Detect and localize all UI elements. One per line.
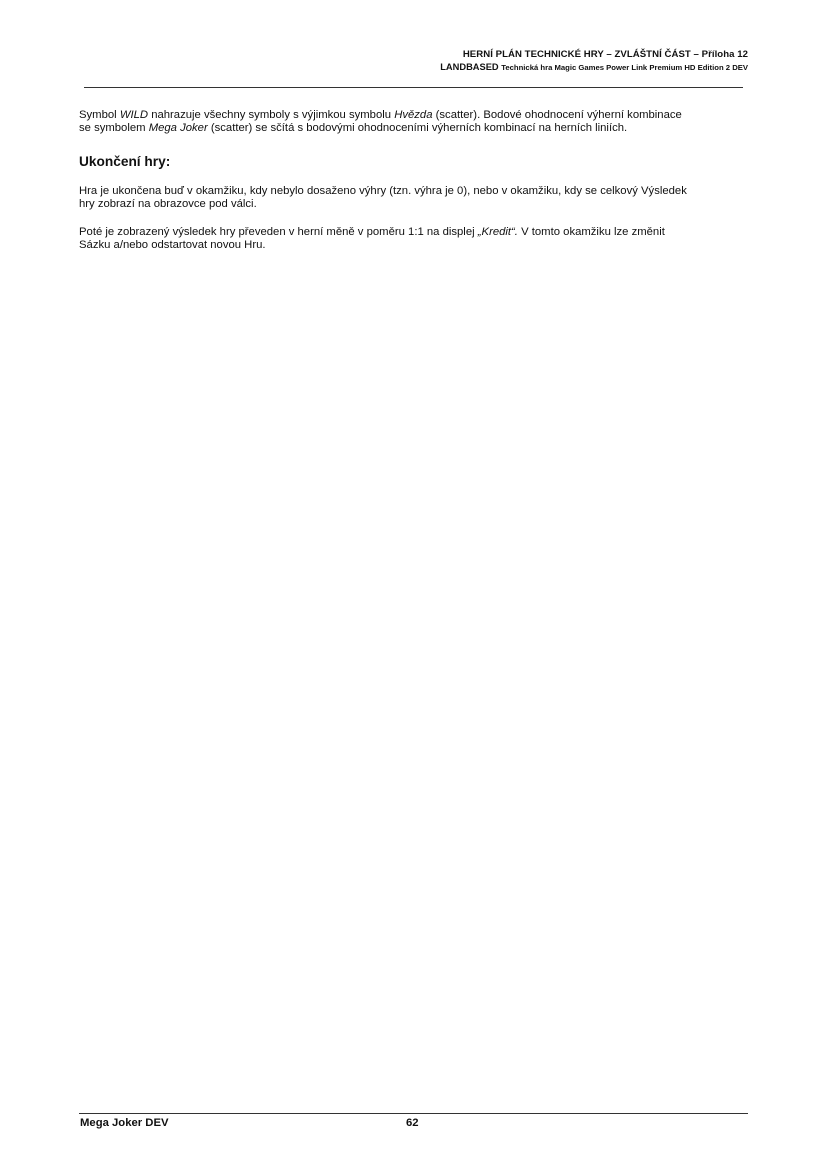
paragraph-game-end: [79, 185, 751, 211]
text-run: se symbolem: [79, 122, 149, 134]
footer-divider: [79, 1113, 748, 1114]
section-heading: Ukončení hry:: [79, 154, 171, 169]
italic-wild: WILD: [119, 109, 149, 121]
paragraph-credit: [79, 226, 751, 252]
page-header: [440, 49, 748, 74]
header-game-name: Technická hra Magic Games Power Link Premium HD Edition 2 DEV: [501, 63, 748, 72]
text-run: (scatter). Bodové ohodnocení výherní kombinace: [432, 109, 682, 121]
italic-hvezda: Hvězda: [394, 109, 433, 121]
page-number: 62: [406, 1117, 419, 1129]
footer-title: Mega Joker DEV: [80, 1117, 169, 1129]
header-divider: [84, 87, 743, 88]
italic-mega-joker: Mega Joker: [148, 122, 208, 134]
paragraph-wild-symbol: [79, 109, 751, 135]
text-run: nahrazuje všechny symboly s výjimkou symbolu: [148, 109, 395, 121]
italic-kredit: „Kredit“.: [477, 226, 518, 238]
text-run: Sázku a/nebo odstartovat novou Hru.: [79, 239, 266, 251]
text-run: Symbol: [79, 109, 120, 121]
header-landbased: LANDBASED: [440, 62, 499, 72]
text-run: (scatter) se sčítá s bodovými ohodnoceními výherních kombinací na herních liniích.: [207, 122, 628, 134]
header-title: HERNÍ PLÁN TECHNICKÉ HRY – ZVLÁŠTNÍ ČÁST – Příloha 12: [462, 49, 748, 60]
text-run: Hra je ukončena buď v okamžiku, kdy nebylo dosaženo výhry (tzn. výhra je 0), nebo v okamžiku, kdy se celkový Výsledek: [79, 185, 687, 197]
text-run: hry zobrazí na obrazovce pod válci.: [79, 198, 257, 210]
header-subtitle: [440, 61, 748, 74]
text-run: Poté je zobrazený výsledek hry převeden v herní měně v poměru 1:1 na displej: [79, 226, 478, 238]
text-run: V tomto okamžiku lze změnit: [517, 226, 665, 238]
page-content: [79, 109, 751, 252]
